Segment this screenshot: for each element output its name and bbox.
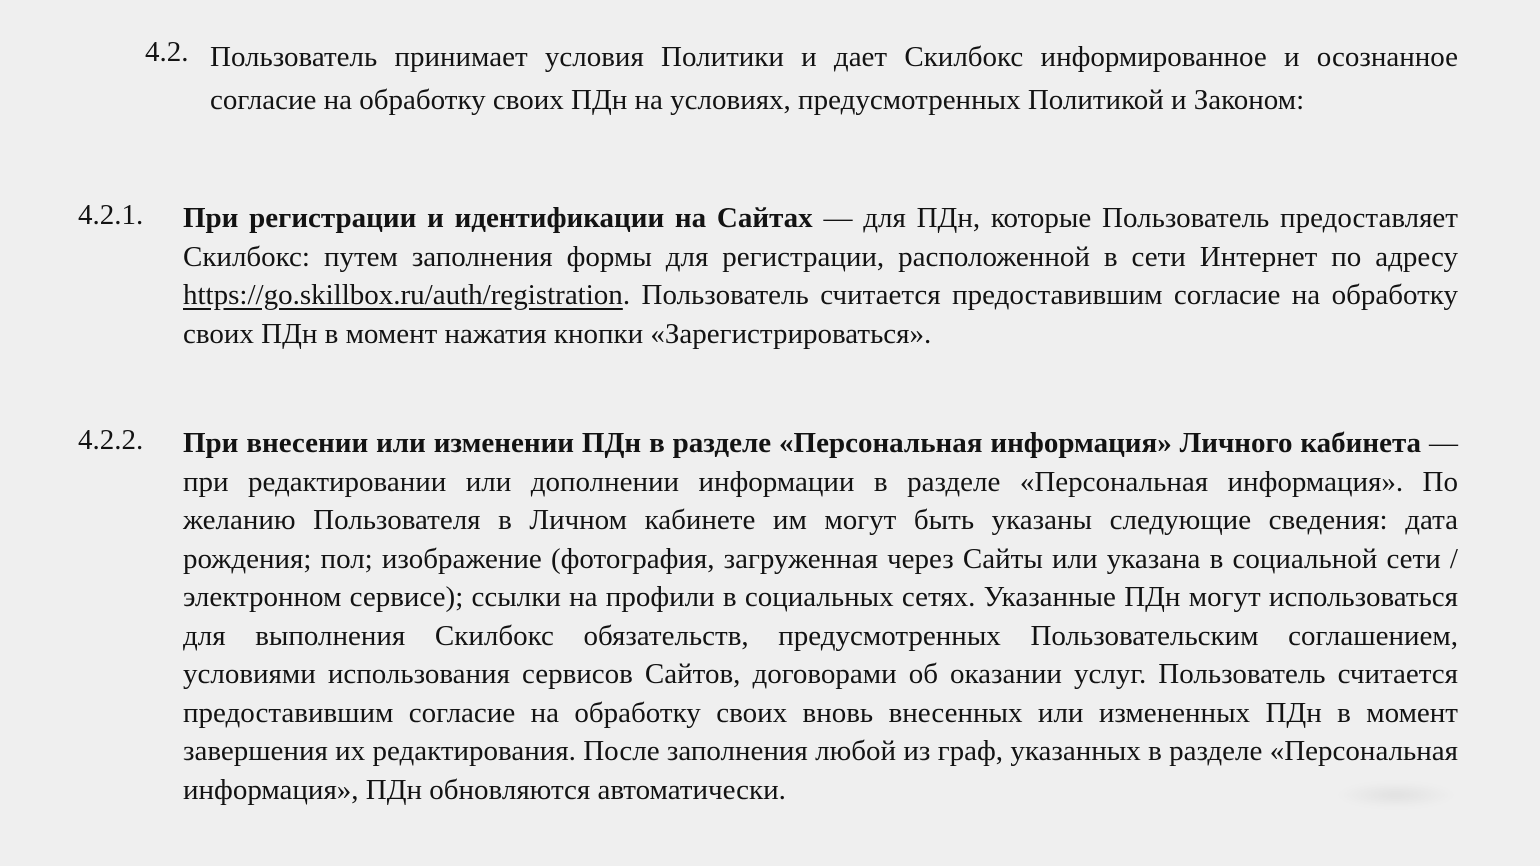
section-4-2-1-text-after-link: . Пользователь считается предоставившим согласие на обработку своих ПДн в момент нажатия кнопки «Зарегистрироваться». (183, 279, 1458, 350)
section-4-2-text: Пользователь принимает условия Политики и дает Скилбокс информированное и осознанное согласие на обработку своих ПДн на условиях, предусмотренных Политикой и Законом: (210, 41, 1458, 116)
section-4-2-2-bold-lead: При внесении или изменении ПДн в разделе «Персональная информация» Личного кабинета (183, 427, 1422, 459)
section-4-2-number: 4.2. (145, 36, 189, 68)
section-4-2-1-bold-lead: При регистрации и идентификации на Сайтах (183, 202, 813, 234)
section-4-2-2 (0, 424, 1540, 809)
section-4-2-paragraph (210, 36, 1458, 122)
section-4-2-1-number: 4.2.1. (78, 199, 144, 231)
section-4-2-2-number: 4.2.2. (78, 424, 144, 456)
section-4-2-1-text-before-link: — для ПДн, которые Пользователь предоставляет Скилбокс: путем заполнения формы для регистрации, расположенной в сети Интернет по адресу (183, 202, 1458, 273)
section-4-2-2-paragraph (183, 424, 1458, 809)
section-4-2-1 (0, 199, 1540, 353)
section-4-2-2-text: — при редактировании или дополнении информации в разделе «Персональная информация». По желанию Пользователя в Личном кабинете им могут быть указаны следующие сведения: дата рождения; пол; изображение (фотография, загруженная через Сайты или указана в социальной сети / электронном сервисе); ссылки на профили в социальных сетях. Указанные ПДн могут использоваться для выполнения Скилбокс обязательств, предусмотренных Пользовательским соглашением, условиями использования сервисов Сайтов, договорами об оказании услуг. Пользователь считается предоставившим согласие на обработку своих вновь внесенных или измененных ПДн в момент завершения их редактирования. После заполнения любой из граф, указанных в разделе «Персональная информация», ПДн обновляются автоматически. (183, 427, 1458, 806)
registration-url-link[interactable]: https://go.skillbox.ru/auth/registration (183, 279, 623, 311)
section-4-2 (0, 36, 1540, 122)
section-4-2-1-paragraph (183, 199, 1458, 353)
